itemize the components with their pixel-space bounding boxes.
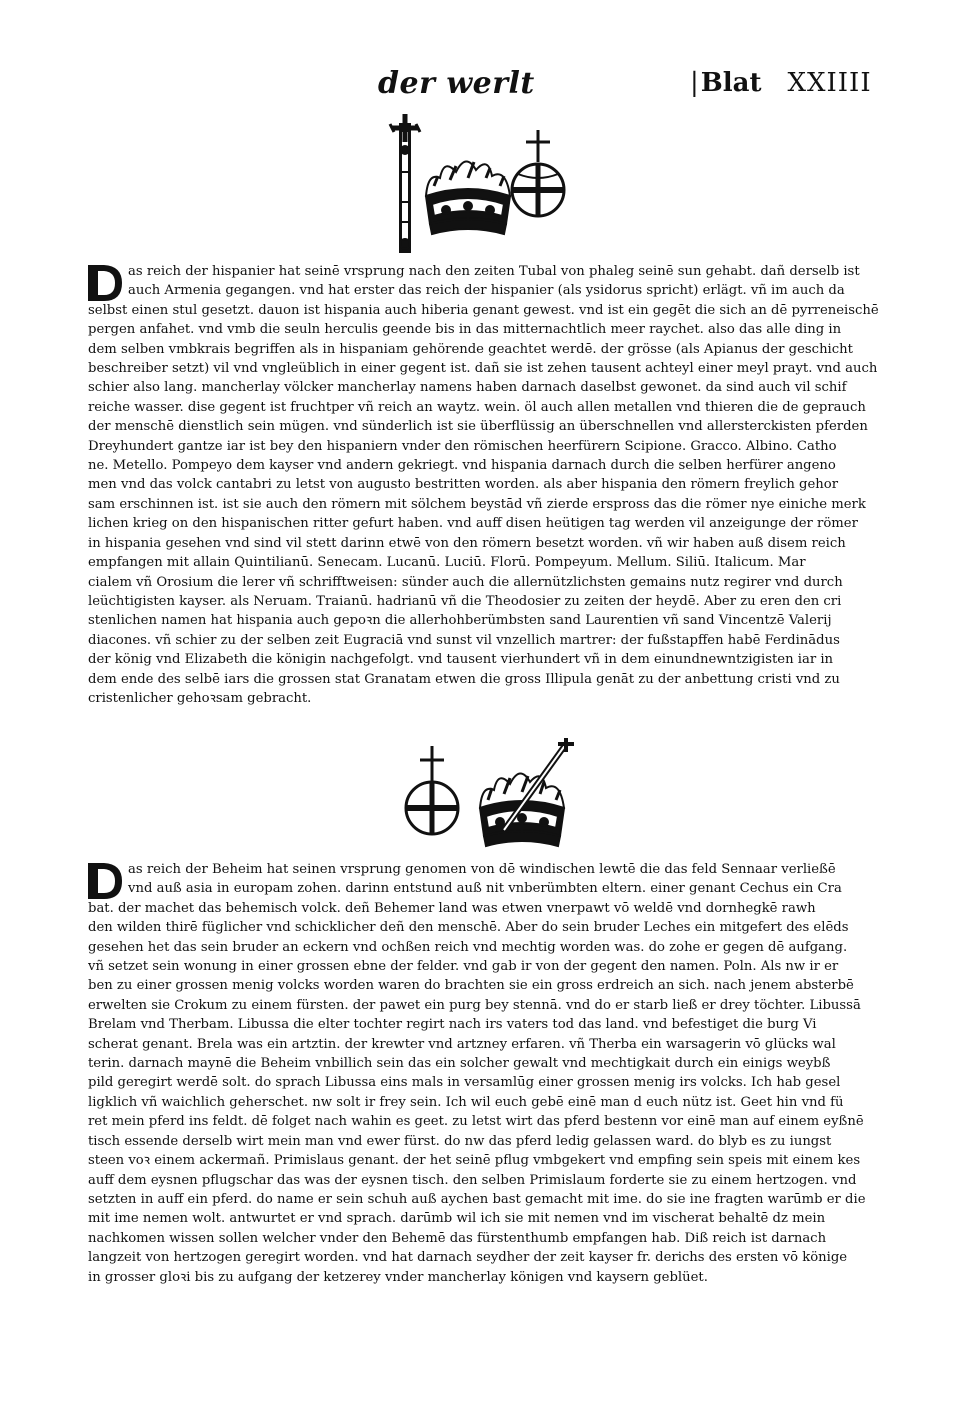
text-line: pild geregirt werdē solt. do sprach Libussa eins mals in versamlūg einer grossen menig irs volcks. Ich hab gesel bbox=[88, 1075, 841, 1091]
text-line: der könig vnd Elizabeth die königin nachgefolgt. vnd tausent vierhundert vñ in dem einundnewntzigisten iar in bbox=[88, 652, 834, 668]
text-line: bat. der machet das behemisch volck. deñ Behemer land was etwen vnerpawt vō weldē vnd dornhegkē rawh bbox=[88, 900, 816, 916]
text-line: den wilden thirē füglicher vnd schicklicher deñ den menschē. Aber do sein bruder Leches ein mitgefert des elēds bbox=[88, 920, 849, 936]
section-text-bohemia bbox=[88, 860, 880, 1287]
text-line: mit ime nemen wolt. antwurtet er vnd sprach. darūmb wil ich sie mit nemen vnd im vischerat behaltē dz mein bbox=[88, 1211, 826, 1227]
text-line: stenlichen namen hat hispania auch gepoꝛn die allerhohberümbsten sand Laurentien vñ sand Vincentzē Valerij bbox=[88, 613, 832, 629]
folio-number: XXIIII bbox=[787, 68, 872, 98]
text-line: vñ setzet sein wonung in einer grossen ebne der felder. vnd gab ir von der gegent den namen. Poln. Als nw ir er bbox=[88, 959, 839, 975]
text-line: ben zu einer grossen menig volcks worden waren do brachten sie ein gross erdreich an sich. nach jenem absterbē bbox=[88, 978, 854, 994]
text-line: auff dem eysnen pflugschar das was der eysnen tisch. den selben Primislaum forderte sie zu einem hertzogen. vnd bbox=[88, 1172, 857, 1188]
divider: | bbox=[690, 68, 699, 98]
text-line: cialem vñ Orosium die lerer vñ schrifftweisen: sünder auch die allernützlichsten gemains nutz regirer vnd durch bbox=[88, 574, 843, 590]
section-bohemia bbox=[88, 860, 880, 1287]
text-line: leüchtigisten kayser. als Neruam. Traianū. hadrianū vñ die Theodosier zu zeiten der heydē. Aber zu eren den cri bbox=[88, 593, 842, 609]
text-line: as reich der Beheim hat seinen vrsprung genomen von dē windischen lewtē die das feld Sennaar verließē bbox=[128, 862, 836, 877]
regalia-woodcut-spain bbox=[378, 112, 578, 260]
text-line: reiche wasser. dise gegent ist fruchtper vñ reich an waytz. wein. öl auch allen metallen vnd thieren die de geprauch bbox=[88, 399, 866, 415]
orb-crown-icon bbox=[400, 738, 600, 858]
text-line: sam erschinnen ist. ist sie auch den römern mit sölchem beystād vñ zierde erspross das die römer nye einiche merk bbox=[88, 496, 866, 512]
section-text-spain bbox=[88, 262, 880, 708]
text-line: as reich der hispanier hat seinē vrsprung nach den zeiten Tubal von phaleg seinē sun gehabt. dañ derselb ist bbox=[128, 264, 860, 279]
drop-cap-d-icon bbox=[86, 860, 124, 902]
text-line: erwelten sie Crokum zu einem fürsten. der pawet ein purg bey stennā. vnd do er starb ließ er drey töchter. Libussā bbox=[88, 997, 861, 1013]
text-line: nachkomen wissen sollen welcher vnder den Behemē das fürstenthumb empfangen hab. Diß reich ist darnach bbox=[88, 1230, 827, 1246]
text-line: dem ende des selbē iars die grossen stat Granatam etwen die gross Illipula genāt zu der anbettung cristi vnd zu bbox=[88, 671, 840, 687]
text-line: Brelam vnd Therbam. Libussa die elter tochter regirt nach irs vaters tod das land. vnd befestiget die burg Vi bbox=[88, 1017, 817, 1033]
page-header bbox=[0, 66, 960, 106]
initial-d-bohemia bbox=[86, 860, 124, 902]
text-line: dem selben vmbkrais begriffen als in hispaniam gehörende geachtet werdē. der grösse (als Apianus der geschicht bbox=[88, 341, 853, 357]
initial-d-spain bbox=[86, 262, 124, 304]
text-line: Dreyhundert gantze iar ist bey den hispaniern vnder den römischen heerfürern Scipione. Gracco. Albino. Catho bbox=[88, 438, 837, 454]
text-line: diacones. vñ schier zu der selben zeit Eugraciā vnd sunst vil vnzellich martrer: der fußstapffen habē Ferdinādus bbox=[88, 632, 840, 648]
text-line: terin. darnach maynē die Beheim vnbillich sein das ein solcher gewalt vnd mechtigkait durch ein einigs weybß bbox=[88, 1056, 831, 1072]
text-line: der menschē dienstlich sein mügen. vnd sünderlich ist sie überflüssig an überschnellen vnd allersterckisten pferden bbox=[88, 419, 868, 435]
text-line: in grosser gloꝛi bis zu aufgang der ketzerey vnder mancherlay königen vnd kaysern geblüet. bbox=[88, 1269, 708, 1285]
text-line: men vnd das volck cantabri zu letst von augusto bestritten worden. als aber hispania den römern freylich gehor bbox=[88, 477, 839, 493]
text-line: empfangen mit allain Quintilianū. Senecam. Lucanū. Luciū. Florū. Pompeyum. Mellum. Siliū. Italicum. Mar bbox=[88, 555, 806, 571]
text-line: setzten in auff ein pferd. do name er sein schuh auß aychen bast gemacht mit ime. do sie ine fragten warūmb er die bbox=[88, 1191, 866, 1207]
text-line: cristenlicher gehoꝛsam gebracht. bbox=[88, 690, 312, 706]
text-line: selbst einen stul gesetzt. dauon ist hispania auch hiberia genant gewest. vnd ist ein gegēt die sich an dē pyrreneischē bbox=[88, 302, 879, 318]
text-line: beschreiber setzt) vil vnd vngleüblich in einer gegent ist. dañ sie ist zehen tausent achteyl einer meyl prayt. vnd auch bbox=[88, 361, 878, 377]
text-line: gesehen het das sein bruder an eckern vnd ochßen reich vnd mechtig worden was. do zohe er gegen dē aufgang. bbox=[88, 939, 848, 955]
text-line: schier also lang. mancherlay völcker mancherlay namens haben darnach daselbst gewonet. da sind auch vil schif bbox=[88, 380, 847, 396]
text-line: steen voꝛ einem ackermañ. Primislaus genant. der het seinē pflug vmbgekert vnd empfing sein speis mit einem kes bbox=[88, 1153, 861, 1169]
sceptre-crown-orb-icon bbox=[378, 112, 578, 260]
section-spain bbox=[88, 262, 880, 708]
page-label: Blat bbox=[700, 68, 762, 98]
page-number-block bbox=[690, 68, 872, 98]
text-line: scherat genant. Brela was ein artztin. der krewter vnd artzney erfaren. vñ Therba ein warsagerin vō glücks wal bbox=[88, 1036, 836, 1052]
text-line: langzeit von hertzogen geregirt worden. vnd hat darnach seydher der zeit kayser fr. derichs des ersten vō könige bbox=[88, 1250, 848, 1266]
text-line: auch Armenia gegangen. vnd hat erster das reich der hispanier (als ysidorus spricht) erlägt. vñ im auch da bbox=[128, 283, 845, 299]
regalia-woodcut-bohemia bbox=[400, 738, 600, 858]
text-line: ligklich vñ waichlich geherschet. nw solt ir frey sein. Ich wil euch gebē einē man d euch nütz ist. Geet hin vnd fü bbox=[88, 1094, 844, 1110]
text-line: lichen krieg on den hispanischen ritter gefurt haben. vnd auff disen heütigen tag werden vil anzeigunge der römer bbox=[88, 516, 858, 532]
running-title: der werlt bbox=[378, 66, 535, 101]
text-line: in hispania gesehen vnd sind vil stett darinn etwē von den römern besetzt worden. vñ wir haben auß disem reich bbox=[88, 535, 846, 551]
text-line: vnd auß asia in europam zohen. darinn entstund auß nit vnberümbten eltern. einer genant Cechus ein Cra bbox=[128, 881, 842, 897]
text-line: pergen anfahet. vnd vmb die seuln herculis geende bis in das mitternachtlich meer raychet. also das alle ding in bbox=[88, 322, 842, 338]
drop-cap-d-icon bbox=[86, 262, 124, 304]
text-line: ne. Metello. Pompeyo dem kayser vnd andern gekriegt. vnd hispania darnach durch die selben herfürer angeno bbox=[88, 458, 836, 474]
text-line: ret mein pferd ins feldt. dē folget nach wahin es geet. zu letst wirt das pferd bestenn vor einē man auf einem eyßnē bbox=[88, 1114, 864, 1130]
text-line: tisch essende derselb wirt mein man vnd ewer fürst. do nw das pferd ledig gelassen ward. do blyb es zu iungst bbox=[88, 1133, 832, 1149]
